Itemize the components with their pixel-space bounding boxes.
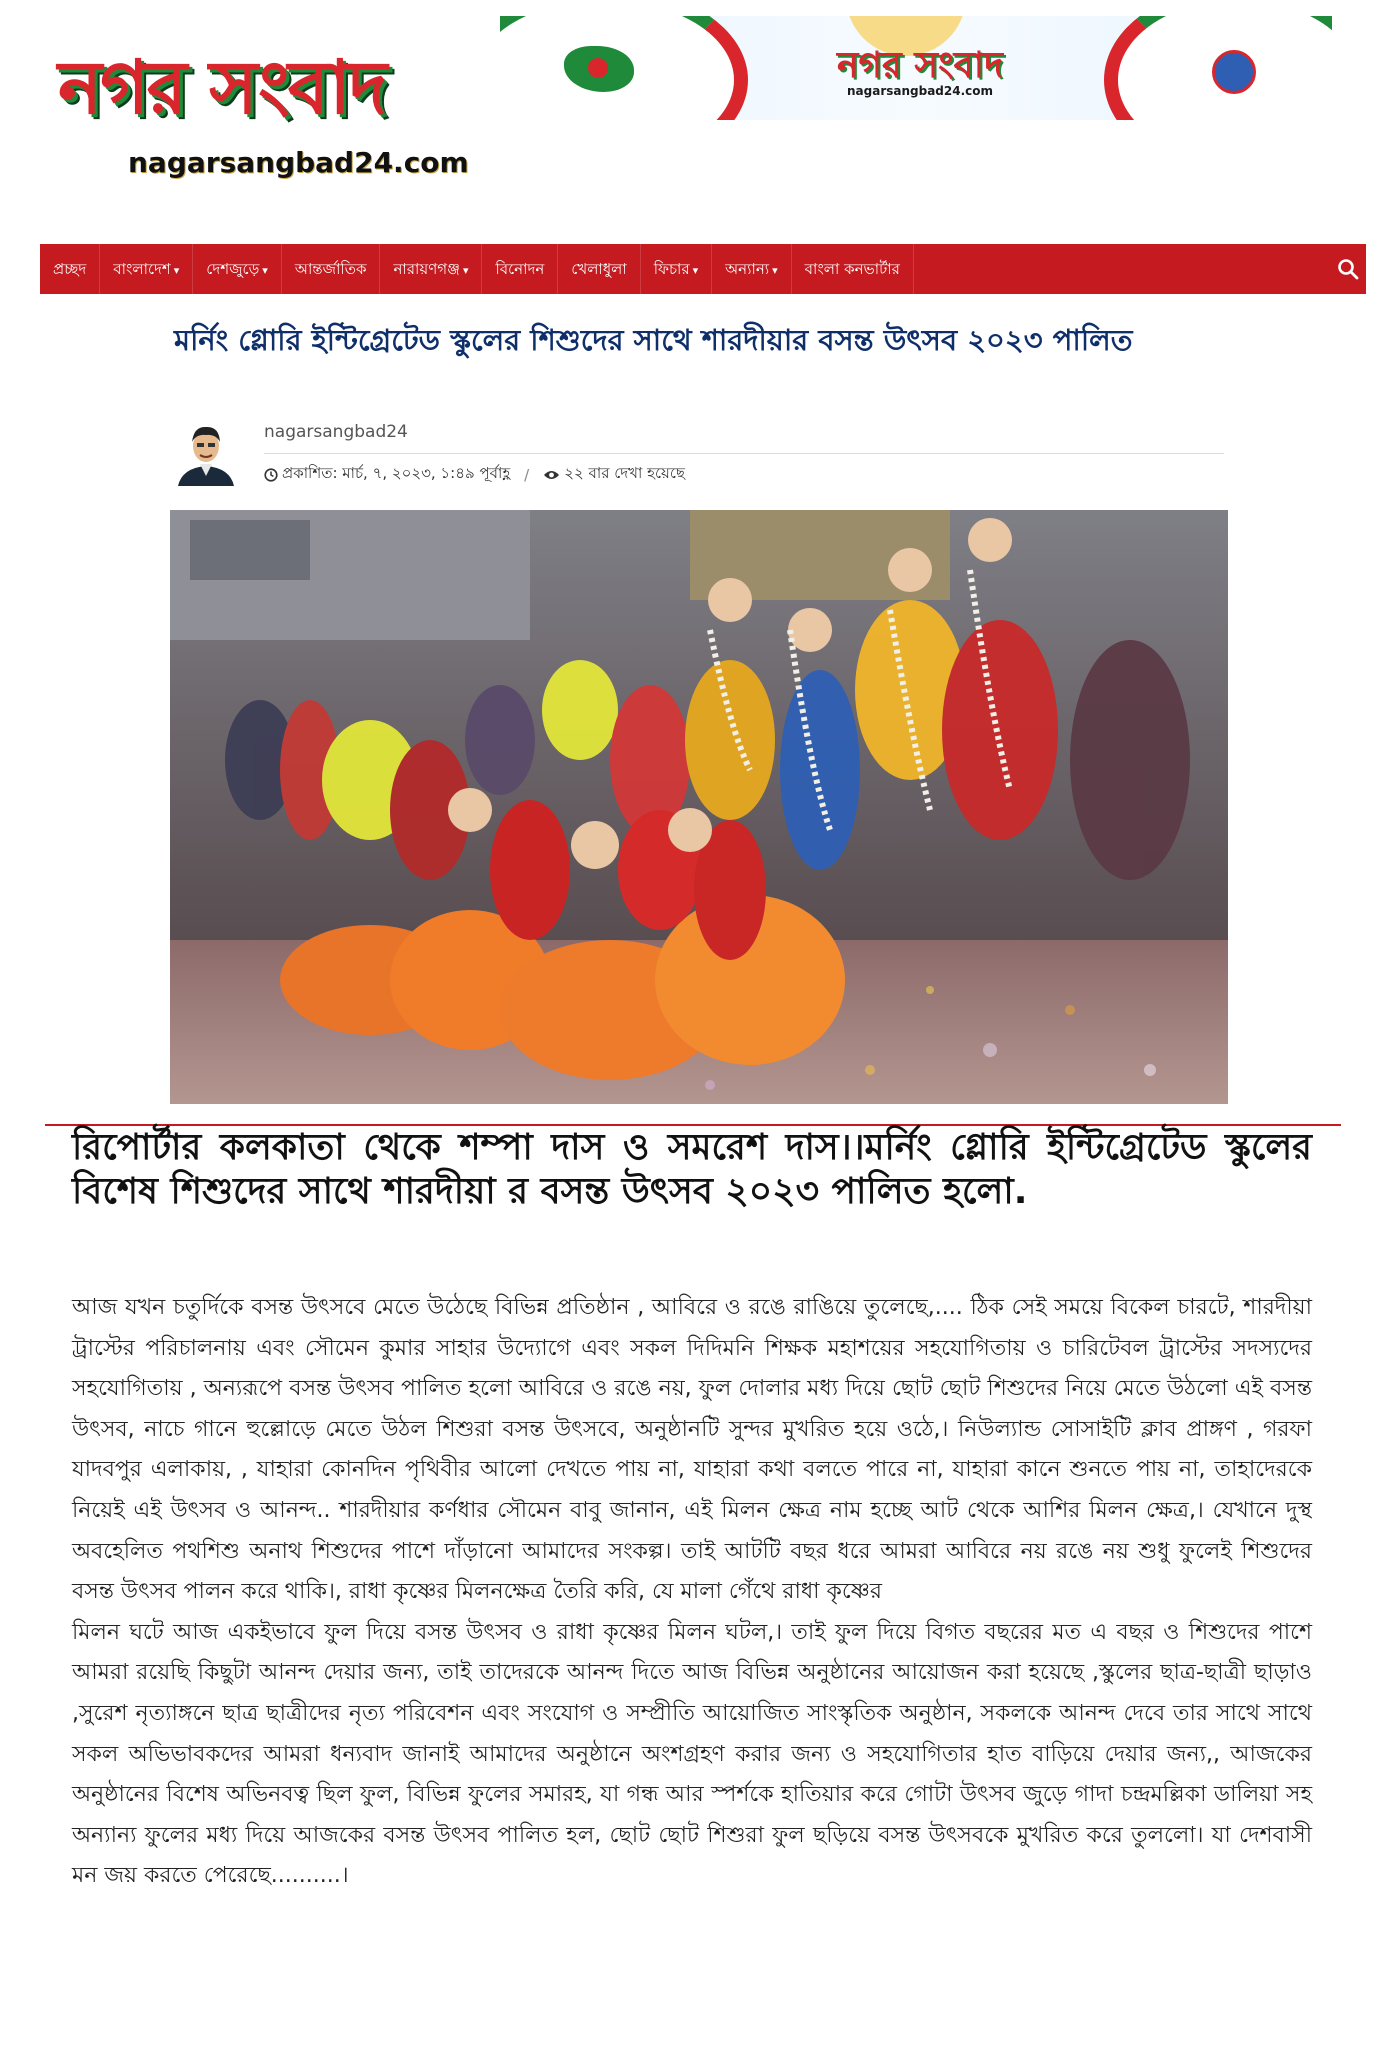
- author-meta: [172, 418, 1232, 488]
- main-navigation: [40, 244, 1366, 294]
- nav-label: প্রচ্ছদ: [53, 260, 87, 278]
- nav-item-bangla-converter[interactable]: [792, 244, 914, 294]
- banner-url: nagarsangbad24.com: [846, 84, 993, 98]
- nav-label: আন্তর্জাতিক: [294, 260, 367, 278]
- nav-item-sports[interactable]: [558, 244, 640, 294]
- eye-icon: [543, 469, 560, 481]
- nav-label: বাংলাদেশ: [113, 260, 171, 278]
- nav-item-feature[interactable]: [641, 244, 712, 294]
- emblem-icon: [1212, 50, 1256, 94]
- article-body: [72, 1288, 1312, 1897]
- nav-label: অন্যান্য: [725, 260, 770, 278]
- nav-item-international[interactable]: [282, 244, 381, 294]
- article-photo[interactable]: [170, 510, 1228, 1104]
- chevron-down-icon: ▾: [173, 264, 180, 277]
- nav-item-narayanganj[interactable]: [380, 244, 482, 294]
- nav-item-bangladesh[interactable]: [100, 244, 193, 294]
- chevron-down-icon: ▾: [462, 264, 469, 277]
- site-logo[interactable]: [50, 38, 470, 188]
- banner-title: নগর সংবাদ: [836, 45, 1004, 86]
- article-paragraph: মিলন ঘটে আজ একইভাবে ফুল দিয়ে বসন্ত উৎসব ও রাধা কৃষ্ণের মিলন ঘটল,। তাই ফুল দিয়ে বিগত বছরের মত এ বছর ও শিশুদের পাশে আমরা রয়েছি কিছুটা আনন্দ দেয়ার জন্য, তাই তাদেরকে আনন্দ দিতে আজ বিভিন্ন অনুষ্ঠানের আয়োজন করা হয়েছে ,স্কুলের ছাত্র-ছাত্রী ছাড়াও ,সুরেশ নৃত্যাঙ্গনে ছাত্র ছাত্রীদের নৃত্য পরিবেশন এবং সংযোগ ও সম্প্রীতি আয়োজিত সাংস্কৃতিক অনুষ্ঠান, সকলকে আনন্দ দেবে তার সাথে সাথে সকল অভিভাবকদের আমরা ধন্যবাদ জানাই আমাদের অনুষ্ঠানে অংশগ্রহণ করার জন্য ও সহযোগিতার হাত বাড়িয়ে দেয়ার জন্য,, আজকের অনুষ্ঠানের বিশেষ অভিনবত্ব ছিল ফুল, বিভিন্ন ফুলের সমারহ, যা গন্ধ আর স্পর্শকে হাতিয়ার করে গোটা উৎসব জুড়ে গাদা চন্দ্রমল্লিকা ডালিয়া সহ অন্যান্য ফুলের মধ্য দিয়ে আজকের বসন্ত উৎসব পালিত হল, ছোট ছোট শিশুরা ফুল ছড়িয়ে বসন্ত উৎসবকে মুখরিত করে তুললো। যা দেশবাসী মন জয় করতে পেরেছে..........।: [72, 1619, 1312, 1889]
- chevron-down-icon: ▾: [772, 264, 778, 277]
- view-count: ২২ বার দেখা হয়েছে: [564, 464, 686, 482]
- article-lead: রিপোর্টার কলকাতা থেকে শম্পা দাস ও সমরেশ দাস।।মর্নিং গ্লোরি ইন্টিগ্রেটেড স্কুলের বিশেষ শিশুদের সাথে শারদীয়া র বসন্ত উৎসব ২০২৩ পালিত হলো.: [72, 1127, 1312, 1212]
- author-name[interactable]: nagarsangbad24: [264, 422, 408, 442]
- nav-label: নারায়ণগঞ্জ: [393, 260, 460, 278]
- chevron-down-icon: ▾: [262, 264, 268, 277]
- chevron-down-icon: ▾: [692, 264, 699, 277]
- article-paragraph: আজ যখন চতুর্দিকে বসন্ত উৎসবে মেতে উঠেছে বিভিন্ন প্রতিষ্ঠান , আবিরে ও রঙে রাঙিয়ে তুলেছে,.... ঠিক সেই সময়ে বিকেল চারটে, শারদীয়া ট্রাস্টের পরিচালনায় এবং সৌমেন কুমার সাহার উদ্যোগে এবং সকল দিদিমনি শিক্ষক মহাশয়ের সহযোগিতায় ও চারিটেবল ট্রাস্টের সদস্যদের সহযোগিতায় , অন্যরূপে বসন্ত উৎসব পালিত হলো আবিরে ও রঙে নয়, ফুল দোলার মধ্য দিয়ে ছোট ছোট শিশুদের নিয়ে মেতে উঠলো এই বসন্ত উৎসব, নাচে গানে হুল্লোড়ে মেতে উঠল শিশুরা বসন্ত উৎসবে, অনুষ্ঠানটি সুন্দর মুখরিত হয়ে ওঠে,। নিউল্যান্ড সোসাইটি ক্লাব প্রাঙ্গণ , গরফা যাদবপুর এলাকায়, , যাহারা কোনদিন পৃথিবীর আলো দেখতে পায় না, যাহারা কথা বলতে পারে না, যাহারা কানে শুনতে পায় না, তাহাদেরকে নিয়েই এই উৎসব ও আনন্দ.. শারদীয়ার কর্ণধার সৌমেন বাবু জানান, এই মিলন ক্ষেত্র নাম হচ্ছে আট থেকে আশির মিলন ক্ষেত্র,। যেখানে দুস্থ অবহেলিত পথশিশু অনাথ শিশুদের পাশে দাঁড়ানো আমাদের সংকল্প। তাই আটটি বছর ধরে আমরা আবিরে নয় রঙে নয় শুধু ফুলেই শিশুদের বসন্ত উৎসব পালন করে থাকি।, রাধা কৃষ্ণের মিলনক্ষেত্র তৈরি করি, যে মালা গেঁথে রাধা কৃষ্ণের: [72, 1295, 1312, 1605]
- divider: [264, 453, 1224, 454]
- nav-label: ফিচার: [653, 260, 690, 278]
- post-meta: [264, 462, 685, 487]
- nav-label: দেশজুড়ে: [206, 260, 260, 278]
- author-avatar[interactable]: [172, 418, 240, 486]
- nav-label: বাংলা কনভার্টার: [804, 260, 900, 278]
- nav-item-others[interactable]: [712, 244, 791, 294]
- nav-label: খেলাধুলা: [571, 260, 627, 278]
- header-banner[interactable]: [500, 16, 1332, 120]
- clock-icon: [264, 468, 278, 482]
- nav-label: বিনোদন: [495, 260, 545, 278]
- article-title: মর্নিং গ্লোরি ইন্টিগ্রেটেড স্কুলের শিশুদের সাথে শারদীয়ার বসন্ত উৎসব ২০২৩ পালিত: [174, 323, 1133, 357]
- nav-item-entertainment[interactable]: [482, 244, 558, 294]
- logo-text: নগর সংবাদ: [58, 45, 386, 131]
- nav-item-home[interactable]: [40, 244, 100, 294]
- search-icon[interactable]: [1336, 257, 1360, 281]
- meta-separator: /: [524, 465, 530, 484]
- publish-date: প্রকাশিত: মার্চ, ৭, ২০২৩, ১:৪৯ পূর্বাহ্ণ: [282, 464, 511, 482]
- logo-domain: nagarsangbad24.com: [128, 146, 469, 179]
- nav-item-countrywide[interactable]: [193, 244, 282, 294]
